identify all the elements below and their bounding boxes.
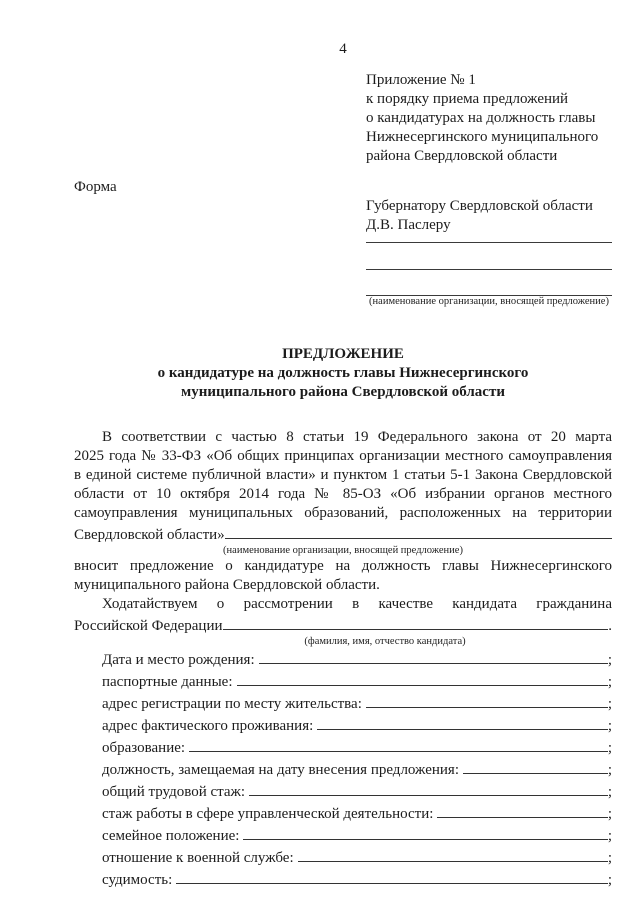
field-separator: ; <box>607 740 612 756</box>
line-punctuation: . <box>608 618 612 634</box>
field-fill-line <box>437 802 607 818</box>
addressee-line: Губернатору Свердловской области <box>366 198 593 214</box>
organization-caption: (наименование организации, вносящей предложение) <box>369 296 609 307</box>
field-label: отношение к военной службе: <box>102 850 294 866</box>
title-line: о кандидатуре на должность главы Нижнесергинского <box>157 365 529 381</box>
paragraph-line: в единой системе публичной власти» и пунктом 1 статьи 5-1 Закона Свердловской <box>74 467 612 483</box>
field-label: стаж работы в сфере управленческой деятельности: <box>102 806 434 822</box>
field-separator: ; <box>607 784 612 800</box>
field-fill-line <box>366 692 608 708</box>
field-separator: ; <box>607 674 612 690</box>
field-label: общий трудовой стаж: <box>102 784 246 800</box>
organization-blank-line <box>366 270 612 296</box>
field-fill-line <box>176 868 608 884</box>
form-label: Форма <box>74 179 117 195</box>
field-label: семейное положение: <box>102 828 240 844</box>
appendix-line: Приложение № 1 <box>366 72 476 88</box>
field-label: адрес регистрации по месту жительства: <box>102 696 362 712</box>
addressee-line: Д.В. Паслеру <box>366 217 451 233</box>
field-fill-line <box>463 758 608 774</box>
organization-caption: (наименование организации, вносящей предложение) <box>223 545 463 556</box>
field-label: паспортные данные: <box>102 674 233 690</box>
field-fill-line <box>249 780 608 796</box>
field-row <box>74 692 612 714</box>
candidate-name-caption: (фамилия, имя, отчество кандидата) <box>304 636 466 647</box>
field-label: должность, замещаемая на дату внесения предложения: <box>102 762 459 778</box>
document-title <box>74 345 612 402</box>
field-row <box>74 670 612 692</box>
paragraph-line <box>74 523 612 545</box>
field-fill-line <box>237 670 608 686</box>
paragraph-line: Ходатайствуем о рассмотрении в качестве кандидата гражданина <box>102 596 612 612</box>
paragraph-line: самоуправления муниципальных образований, расположенных на территории <box>74 505 612 521</box>
appendix-line: к порядку приема предложений <box>366 91 569 107</box>
field-row <box>74 868 612 890</box>
appendix-line: Нижнесергинского муниципального <box>366 129 599 145</box>
paragraph-line: В соответствии с частью 8 статьи 19 Федерального закона от 20 марта <box>102 429 612 445</box>
field-separator: ; <box>607 872 612 888</box>
organization-fill-line <box>225 523 612 539</box>
addressee-block <box>366 197 612 308</box>
paragraph-line <box>74 614 612 636</box>
field-label: Дата и место рождения: <box>102 652 255 668</box>
field-label: судимость: <box>102 872 173 888</box>
field-separator: ; <box>607 806 612 822</box>
field-row <box>74 780 612 802</box>
field-fill-line <box>189 736 608 752</box>
field-row <box>74 736 612 758</box>
candidate-name-fill-line <box>223 614 609 630</box>
paragraph-line: вносит предложение о кандидатуре на должность главы Нижнесергинского <box>74 558 612 574</box>
field-separator: ; <box>607 696 612 712</box>
field-separator: ; <box>607 762 612 778</box>
appendix-line: района Свердловской области <box>366 148 558 164</box>
paragraph-line: области от 10 октября 2014 года № 85-ОЗ «Об избрании органов местного <box>74 486 612 502</box>
paragraph-tail-text: Свердловской области» <box>74 527 225 543</box>
paragraph-tail-text: Российской Федерации <box>74 618 223 634</box>
organization-blank-line <box>366 243 612 270</box>
field-label: адрес фактического проживания: <box>102 718 314 734</box>
main-paragraph <box>74 428 612 648</box>
field-row <box>74 648 612 670</box>
title-line: муниципального района Свердловской области <box>181 384 505 400</box>
field-separator: ; <box>607 718 612 734</box>
field-row <box>74 758 612 780</box>
field-row <box>74 714 612 736</box>
field-fill-line <box>259 648 608 664</box>
candidate-fields-list <box>74 648 612 890</box>
field-label: образование: <box>102 740 186 756</box>
paragraph-line: муниципального района Свердловской области. <box>74 577 380 593</box>
appendix-block <box>366 71 612 166</box>
field-separator: ; <box>607 850 612 866</box>
field-row <box>74 802 612 824</box>
title-line: ПРЕДЛОЖЕНИЕ <box>282 346 404 362</box>
field-separator: ; <box>607 828 612 844</box>
field-row <box>74 824 612 846</box>
field-row <box>74 846 612 868</box>
page-number: 4 <box>339 41 347 57</box>
appendix-line: о кандидатурах на должность главы <box>366 110 596 126</box>
paragraph-line: 2025 года № 33-ФЗ «Об общих принципах организации местного самоуправления <box>74 448 612 464</box>
field-fill-line <box>317 714 608 730</box>
field-fill-line <box>243 824 607 840</box>
field-fill-line <box>298 846 608 862</box>
organization-blank-line <box>366 235 612 243</box>
field-separator: ; <box>607 652 612 668</box>
